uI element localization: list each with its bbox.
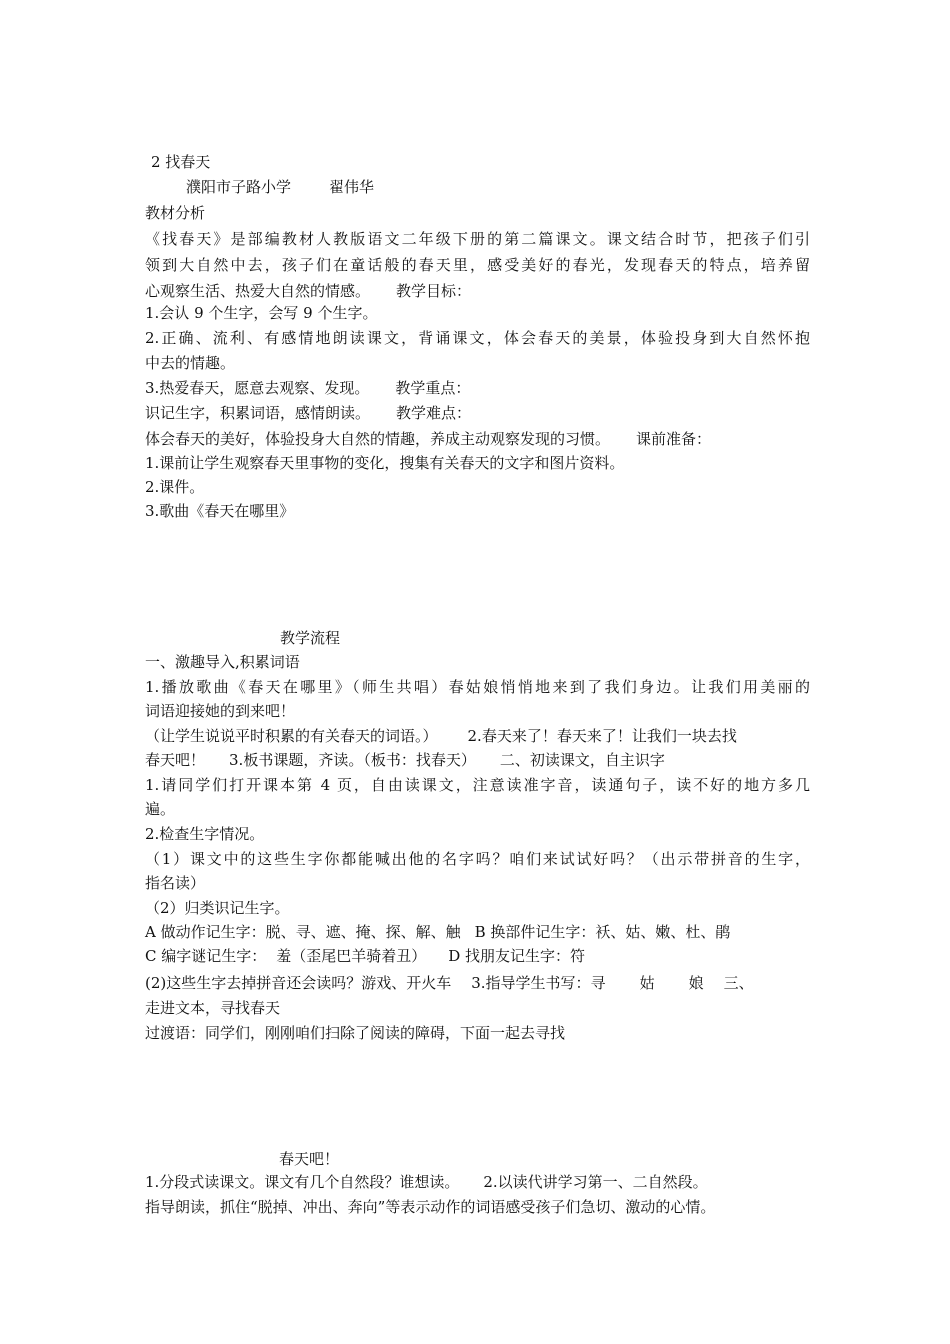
paragraph-line: （1）课文中的这些生字你都能喊出他的名字吗？咱们来试试好吗？（出示带拼音的生字， xyxy=(145,850,810,868)
paragraph-line xyxy=(145,749,665,771)
text-span: D 找朋友记生字：符 xyxy=(448,947,586,965)
text-span: 姑 xyxy=(639,974,655,992)
section-heading: 教材分析 xyxy=(145,204,206,222)
paragraph-line: 指名读） xyxy=(145,874,206,892)
paragraph-line xyxy=(145,402,471,424)
paragraph-line xyxy=(145,1171,708,1193)
paragraph-line xyxy=(145,280,471,302)
author-line xyxy=(186,176,374,198)
paragraph-line: 1.请同学们打开课本第 4 页，自由读课文，注意读准字音，读通句子，读不好的地方多几 xyxy=(145,776,810,794)
paragraph-line: 指导朗读，抓住“脱掉、冲出、奔向”等表示动作的词语感受孩子们急切、激动的心情。 xyxy=(145,1198,716,1216)
paragraph-line: （2）归类识记生字。 xyxy=(145,899,290,917)
section-heading: 教学流程 xyxy=(280,629,341,647)
text-span: 1.分段式读课文。课文有几个自然段？谁想读。 xyxy=(145,1173,460,1191)
paragraph-line: 1.播放歌曲《春天在哪里》（师生共唱）春姑娘悄悄地来到了我们身边。让我们用美丽的 xyxy=(145,678,810,696)
section-heading-inline: 三、 xyxy=(723,974,754,992)
text-span: 娘 xyxy=(688,974,704,992)
paragraph-line xyxy=(145,725,737,747)
paragraph-line: 过渡语：同学们，刚刚咱们扫除了阅读的障碍，下面一起去寻找 xyxy=(145,1024,566,1042)
paragraph-line: 中去的情趣。 xyxy=(145,354,236,372)
text-span: B 换部件记生字：袄、姑、嫩、杜、鹃 xyxy=(474,923,731,941)
section-heading: 一、激趣导入,积累词语 xyxy=(145,653,300,671)
text-span: (2)这些生字去掉拼音还会读吗？游戏、开火车 xyxy=(145,974,452,992)
text-span: 2.以读代讲学习第一、二自然段。 xyxy=(483,1173,708,1191)
paragraph-line: 2.课件。 xyxy=(145,478,205,496)
paragraph-line: 词语迎接她的到来吧！ xyxy=(145,702,296,720)
lesson-title: 2 找春天 xyxy=(151,153,211,171)
text-span: 心观察生活、热爱大自然的情感。 xyxy=(145,282,371,300)
text-span: C 编字谜记生字： xyxy=(145,947,267,965)
text-span: 2.春天来了！春天来了！让我们一块去找 xyxy=(467,727,737,745)
text-span: 3.指导学生书写：寻 xyxy=(471,974,606,992)
paragraph-line xyxy=(145,377,470,399)
text-span: 春天吧！ xyxy=(145,751,206,769)
section-heading-inline: 教学难点： xyxy=(396,404,472,422)
section-heading-inline: 二、初读课文，自主识字 xyxy=(499,751,665,769)
paragraph-line xyxy=(145,428,711,450)
paragraph-line: 春天吧！ xyxy=(279,1150,340,1168)
paragraph-line: 领到大自然中去，孩子们在童话般的春天里，感受美好的春光，发现春天的特点，培养留 xyxy=(145,256,810,274)
text-span: 3.热爱春天，愿意去观察、发现。 xyxy=(145,379,370,397)
text-span: （让学生说说平时积累的有关春天的词语。） xyxy=(145,727,438,745)
text-span: 羞（歪尾巴羊骑着丑） xyxy=(276,947,427,965)
paragraph-line: 遍。 xyxy=(145,800,176,818)
paragraph-line: 1.会认 9 个生字，会写 9 个生字。 xyxy=(145,304,378,322)
paragraph-line xyxy=(145,945,585,967)
paragraph-line: 《找春天》是部编教材人教版语文二年级下册的第二篇课文。课文结合时节，把孩子们引 xyxy=(145,230,810,248)
section-heading-inline: 课前准备： xyxy=(636,430,712,448)
paragraph-line: 1.课前让学生观察春天里事物的变化，搜集有关春天的文字和图片资料。 xyxy=(145,454,625,472)
paragraph-line: 2.正确、流利、有感情地朗读课文，背诵课文，体会春天的美景，体验投身到大自然怀抱 xyxy=(145,329,810,347)
text-span: 识记生字，积累词语，感情朗读。 xyxy=(145,404,371,422)
paragraph-line: 2.检查生字情况。 xyxy=(145,825,265,843)
section-heading-inline: 教学目标： xyxy=(396,282,472,300)
text-span: 3.板书课题，齐读。（板书：找春天） xyxy=(229,751,476,769)
paragraph-line: 3.歌曲《春天在哪里》 xyxy=(145,502,295,520)
paragraph-line xyxy=(145,921,730,943)
author-name: 翟伟华 xyxy=(329,178,375,196)
school-name: 濮阳市子路小学 xyxy=(186,178,292,196)
section-heading: 走进文本，寻找春天 xyxy=(145,999,281,1017)
text-span: A 做动作记生字：脱、寻、遮、掩、探、解、触 xyxy=(145,923,461,941)
section-heading-inline: 教学重点： xyxy=(395,379,471,397)
text-span: 体会春天的美好，体验投身大自然的情趣，养成主动观察发现的习惯。 xyxy=(145,430,611,448)
paragraph-line xyxy=(145,972,754,994)
